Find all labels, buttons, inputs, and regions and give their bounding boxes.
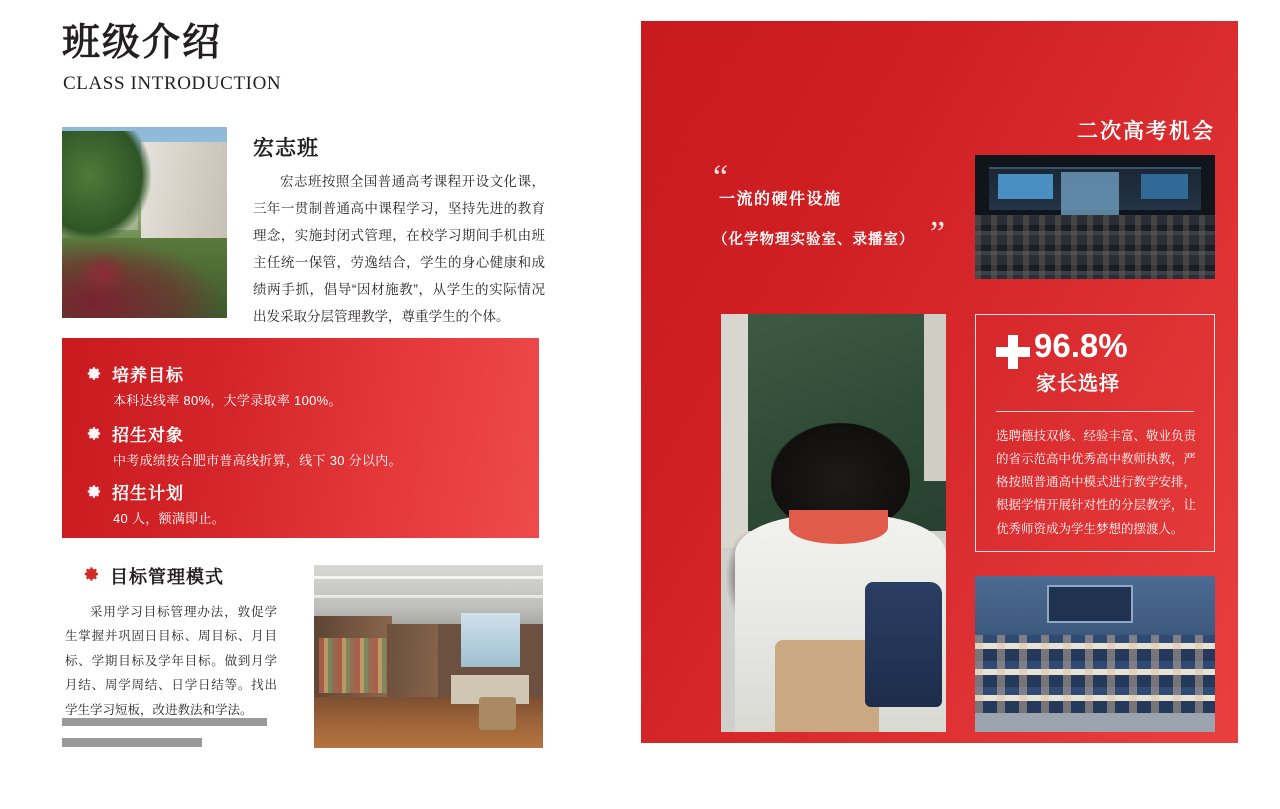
footer-bar-short — [62, 738, 202, 747]
classroom-student-photo — [721, 314, 946, 732]
target-mode-body: 采用学习目标管理办法，敦促学生掌握并巩固日目标、周目标、月目标、学期目标及学年目标。做到月学月结、周学周结、日学日结等。找出学生学习短板，改进教法和学法。 — [65, 605, 277, 717]
photo-floor — [975, 713, 1215, 732]
photo-wall-right — [924, 314, 947, 481]
parent-choice-stat-box — [975, 314, 1215, 552]
quote-line-2: （化学物理实验室、录播室） — [713, 232, 915, 248]
section-body: 宏志班按照全国普通高考课程开设文化课，三年一贯制普通高中课程学习，坚持先进的教育理念，实施封闭式管理，在校学习期间手机由班主任统一保管，劳逸结合，学生的身心健康和成绩两手抓，倡导“因材施教”，从学生的实际情况出发采取分层管理教学，尊重学生的个体。 — [253, 174, 545, 324]
left-column — [0, 0, 620, 809]
stat-subtitle: 家长选择 — [1036, 373, 1120, 395]
photo-wall-left — [721, 314, 748, 548]
quote-line-1: 一流的硬件设施 — [719, 191, 842, 208]
gear-icon — [84, 566, 100, 582]
right-panel-title: 二次高考机会 — [1077, 120, 1215, 143]
highlight-heading: 招生对象 — [112, 426, 184, 445]
photo-books — [319, 638, 388, 693]
stat-number: 96.8% — [1034, 327, 1128, 364]
highlight-text: 本科达线率 80%，大学录取率 100%。 — [113, 393, 342, 408]
campus-garden-photo — [62, 127, 227, 318]
photo-chair — [479, 697, 516, 730]
lecture-hall-photo — [975, 155, 1215, 279]
gear-icon — [87, 366, 102, 381]
photo-audience-rows — [975, 215, 1215, 279]
photo-tree — [62, 131, 151, 242]
highlight-text: 中考成绩按合肥市普高线折算，线下 30 分以内。 — [113, 453, 402, 468]
plus-icon — [996, 335, 1030, 369]
gear-icon — [87, 484, 102, 499]
target-mode-heading: 目标管理模式 — [110, 567, 224, 587]
page-subtitle: CLASS INTRODUCTION — [63, 73, 282, 94]
photo-student-collar — [789, 510, 888, 543]
right-red-panel — [641, 21, 1238, 743]
photo-backpack — [865, 582, 942, 707]
highlight-heading: 培养目标 — [112, 366, 184, 385]
highlights-card — [62, 338, 539, 538]
photo-flowers — [62, 238, 227, 318]
highlight-heading: 招生计划 — [112, 484, 184, 503]
photo-window — [461, 613, 521, 668]
photo-student-chair — [775, 640, 879, 732]
highlight-text: 40 人，额满即止。 — [113, 511, 226, 526]
quote-close-icon: ” — [930, 215, 946, 252]
stat-divider — [996, 411, 1194, 412]
page-title: 班级介绍 — [62, 22, 223, 64]
library-reading-room-photo — [314, 565, 543, 748]
gear-icon — [87, 426, 102, 441]
quote-open-icon: “ — [713, 159, 729, 196]
footer-bar-long — [62, 718, 267, 726]
stat-description: 选聘德技双修、经验丰富、敬业负责的省示范高中优秀高中教师执教，严格按照普通高中模式进行教学安排，根据学情开展针对性的分层教学，让优秀师资成为学生梦想的摆渡人。 — [996, 429, 1197, 536]
section-heading: 宏志班 — [253, 137, 319, 160]
multimedia-classroom-photo — [975, 576, 1215, 732]
photo-wall-screen — [1047, 585, 1133, 622]
photo-bookshelf-mid — [387, 624, 437, 697]
